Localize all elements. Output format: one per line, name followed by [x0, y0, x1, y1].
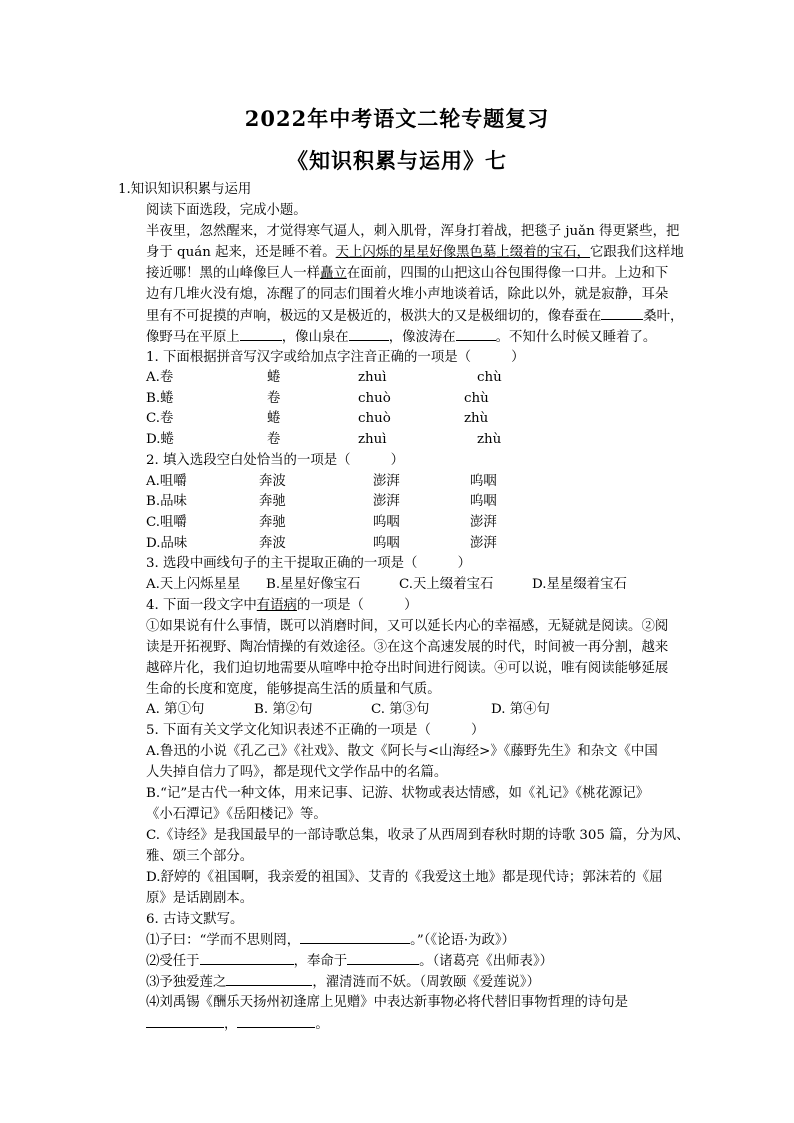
question-4-stem: 4. 下面一段文字中有语病的一项是（ ）: [146, 598, 418, 613]
q5-option-b: 《小石潭记》《岳阳楼记》等。: [146, 807, 327, 822]
passage-line: 边有几堆火没有熄，冻醒了的同志们围着火堆小声地谈着话，除此以外，就是寂静，耳朵: [146, 287, 669, 302]
q6-item-1: ⑴子曰：“学而不思则罔， 。”（《论语·为政》）: [146, 930, 515, 951]
q5-option-c: C.《诗经》是我国最早的一部诗歌总集，收录了从西周到春秋时期的诗歌 305 篇，分为风、: [146, 828, 690, 843]
question-3-stem: 3. 选段中画线句子的主干提取正确的一项是（ ）: [146, 556, 472, 571]
q6-item-4-answer: ， 。: [146, 1014, 329, 1035]
fill-blank[interactable]: [300, 930, 410, 944]
fill-blank[interactable]: [347, 951, 419, 965]
instruction: 阅读下面选段，完成小题。: [146, 203, 307, 218]
q6-item-3: ⑶予独爱莲之 ，濯清涟而不妖。（周敦颐《爱莲说》）: [146, 972, 540, 993]
passage-line: 半夜里，忽然醒来，才觉得寒气逼人，刺入肌骨，浑身打着战，把毯子 juǎn 得更紧些，把: [146, 224, 680, 239]
q5-option-b: B.“记”是古代一种文体，用来记事、记游、状物或表达情感，如《礼记》《桃花源记》: [146, 786, 650, 801]
q4-text-line: 生命的长度和宽度，能够提高生活的质量和气质。: [146, 682, 441, 697]
question-6-stem: 6. 古诗文默写。: [146, 912, 244, 927]
q6-item-4: ⑷刘禹锡《酬乐天扬州初逢席上见赠》中表达新事物必将代替旧事物哲理的诗句是: [146, 995, 629, 1010]
question-1-stem: 1. 下面根据拼音写汉字或给加点字注音正确的一项是（ ）: [146, 350, 525, 365]
document-title: 2022年中考语文二轮专题复习: [244, 106, 550, 131]
underlined-sentence: 天上闪烁的星星好像黑色墓上缀着的宝石，: [335, 245, 591, 260]
question-5-stem: 5. 下面有关文学文化知识表述不正确的一项是（ ）: [146, 723, 485, 738]
q4-text-line: ①如果说有什么事情，既可以消磨时间，又可以延长内心的幸福感，无疑就是阅读。②阅: [146, 619, 669, 634]
q5-option-d: D.舒婷的《祖国啊，我亲爱的祖国》、艾青的《我爱这土地》都是现代诗；郭沫若的《屈: [146, 870, 663, 885]
q6-item-2: ⑵受任于 ，奉命于 。（诸葛亮《出师表》）: [146, 951, 553, 972]
passage-line: 里有不可捉摸的声响，极远的又是极近的，极洪大的又是极细切的，像春蚕在 桑叶，: [146, 306, 683, 327]
q4-text-line: 读是开拓视野、陶冶情操的有效途径。③在这个高速发展的时代，时间被一再分割，越来: [146, 640, 669, 655]
fill-blank: [456, 327, 496, 341]
passage-line: 身于 quán 起来，还是睡不着。天上闪烁的星星好像黑色墓上缀着的宝石，它跟我们这样地: [146, 245, 684, 260]
section-heading: 1.知识知识积累与运用: [118, 182, 252, 197]
fill-blank[interactable]: [200, 951, 294, 965]
q5-option-a: 人失掉自信力了吗》，都是现代文学作品中的名篇。: [146, 765, 448, 780]
q5-option-a: A.鲁迅的小说《孔乙己》《社戏》、散文《阿长与<山海经>》《藤野先生》和杂文《中国: [146, 744, 658, 759]
passage-line: 接近哪！黑的山峰像巨人一样矗立在面前，四围的山把这山谷包围得像一口井。上边和下: [146, 266, 669, 281]
q4-text-line: 越碎片化，我们迫切地需要从喧哗中抢夺出时间进行阅读。④可以说，唯有阅读能够延展: [146, 661, 669, 676]
document-page: 2022年中考语文二轮专题复习 《知识积累与运用》七 1.知识知识积累与运用 阅读下面选段，完成小题。 半夜里，忽然醒来，才觉得寒气逼人，刺入肌骨，浑身打着战，把毯子 juǎn 得更紧些，把 身于 quán 起来，还是睡不着。天上闪烁的星星好像黑色墓上缀着的宝石，它跟我们这样地 接近哪！黑的山峰像巨人一样矗立在面前，四围的山把这山谷包围得像一口井。上边和下 边有几堆火没有熄，冻醒了的同志们围着火堆小声地谈着话，除此以外，就是寂静，耳朵 里有不可捉摸的声响，极远的又是极近的，极洪大的又是极细切的，像春蚕在 桑叶， 像野马在平原上 ，像山泉在 ，像波涛在 。不知什么时候又睡着了。 1. 下面根据拼音写汉字或给加点字注音正确的一项是（ ） A.卷 蜷 zhuì chù B.蜷 卷 chuò chù C.卷 蜷 chuò zhù D.蜷 卷 zhuì zhù 2. 填入选段空白处恰当的一项是（ ） A.咀嚼 奔波 澎湃 呜咽 B.品味 奔驰 澎湃 呜咽 C.咀嚼 奔驰 呜咽 澎湃 D.品味 奔波 呜咽 澎湃 3. 选段中画线句子的主干提取正确的一项是（ ） A.天上闪烁星星 B.星星好像宝石 C.天上缀着宝石 D.星星缀着宝石 4. 下面一段文字中有语病的一项是（ ） ①如果说有什么事情，既可以消磨时间，又可以延长内心的幸福感，无疑就是阅读。②阅 读是开拓视野、陶冶情操的有效途径。③在这个高速发展的时代，时间被一再分割，越来 越碎片化，我们迫切地需要从喧哗中抢夺出时间进行阅读。④可以说，唯有阅读能够延展 生命的长度和宽度，能够提高生活的质量和气质。 A. 第①句 B. 第②句 C. 第③句 D. 第④句 5. 下面有关文学文化知识表述不正确的一项是（ ） A.鲁迅的小说《孔乙己》《社戏》、散文《阿长与<山海经>》《藤野先生》和杂文《中国 人失掉自信力了吗》，都是现代文学作品中的名篇。 B.“记”是古代一种文体，用来记事、记游、状物或表达情感，如《礼记》《桃花源记》 《小石潭记》《岳阳楼记》等。 C.《诗经》是我国最早的一部诗歌总集，收录了从西周到春秋时期的诗歌 305 篇，分为风、 雅、颂三个部分。 D.舒婷的《祖国啊，我亲爱的祖国》、艾青的《我爱这土地》都是现代诗；郭沫若的《屈 原》是话剧剧本。 6. 古诗文默写。 ⑴子曰：“学而不思则罔， 。”（《论语·为政》） ⑵受任于 ，奉命于 。（诸葛亮《出师表》） ⑶予独爱莲之 ，濯清涟而不妖。（周敦颐《爱莲说》） ⑷刘禹锡《酬乐天扬州初逢席上见赠》中表达新事物必将代替旧事物哲理的诗句是 ， 。: [0, 0, 794, 1123]
fill-blank: [240, 327, 282, 341]
fill-blank: [601, 306, 643, 320]
q5-option-c: 雅、颂三个部分。: [146, 849, 254, 864]
fill-blank[interactable]: [237, 1014, 315, 1028]
fill-blank[interactable]: [226, 972, 312, 986]
document-subtitle: 《知识积累与运用》七: [287, 148, 507, 173]
q5-option-d: 原》是话剧剧本。: [146, 891, 254, 906]
fill-blank[interactable]: [146, 1014, 224, 1028]
passage-line: 像野马在平原上 ，像山泉在 ，像波涛在 。不知什么时候又睡着了。: [146, 327, 656, 348]
dotted-word: 矗立: [320, 266, 347, 281]
question-2-stem: 2. 填入选段空白处恰当的一项是（ ）: [146, 453, 405, 468]
fill-blank: [349, 327, 389, 341]
